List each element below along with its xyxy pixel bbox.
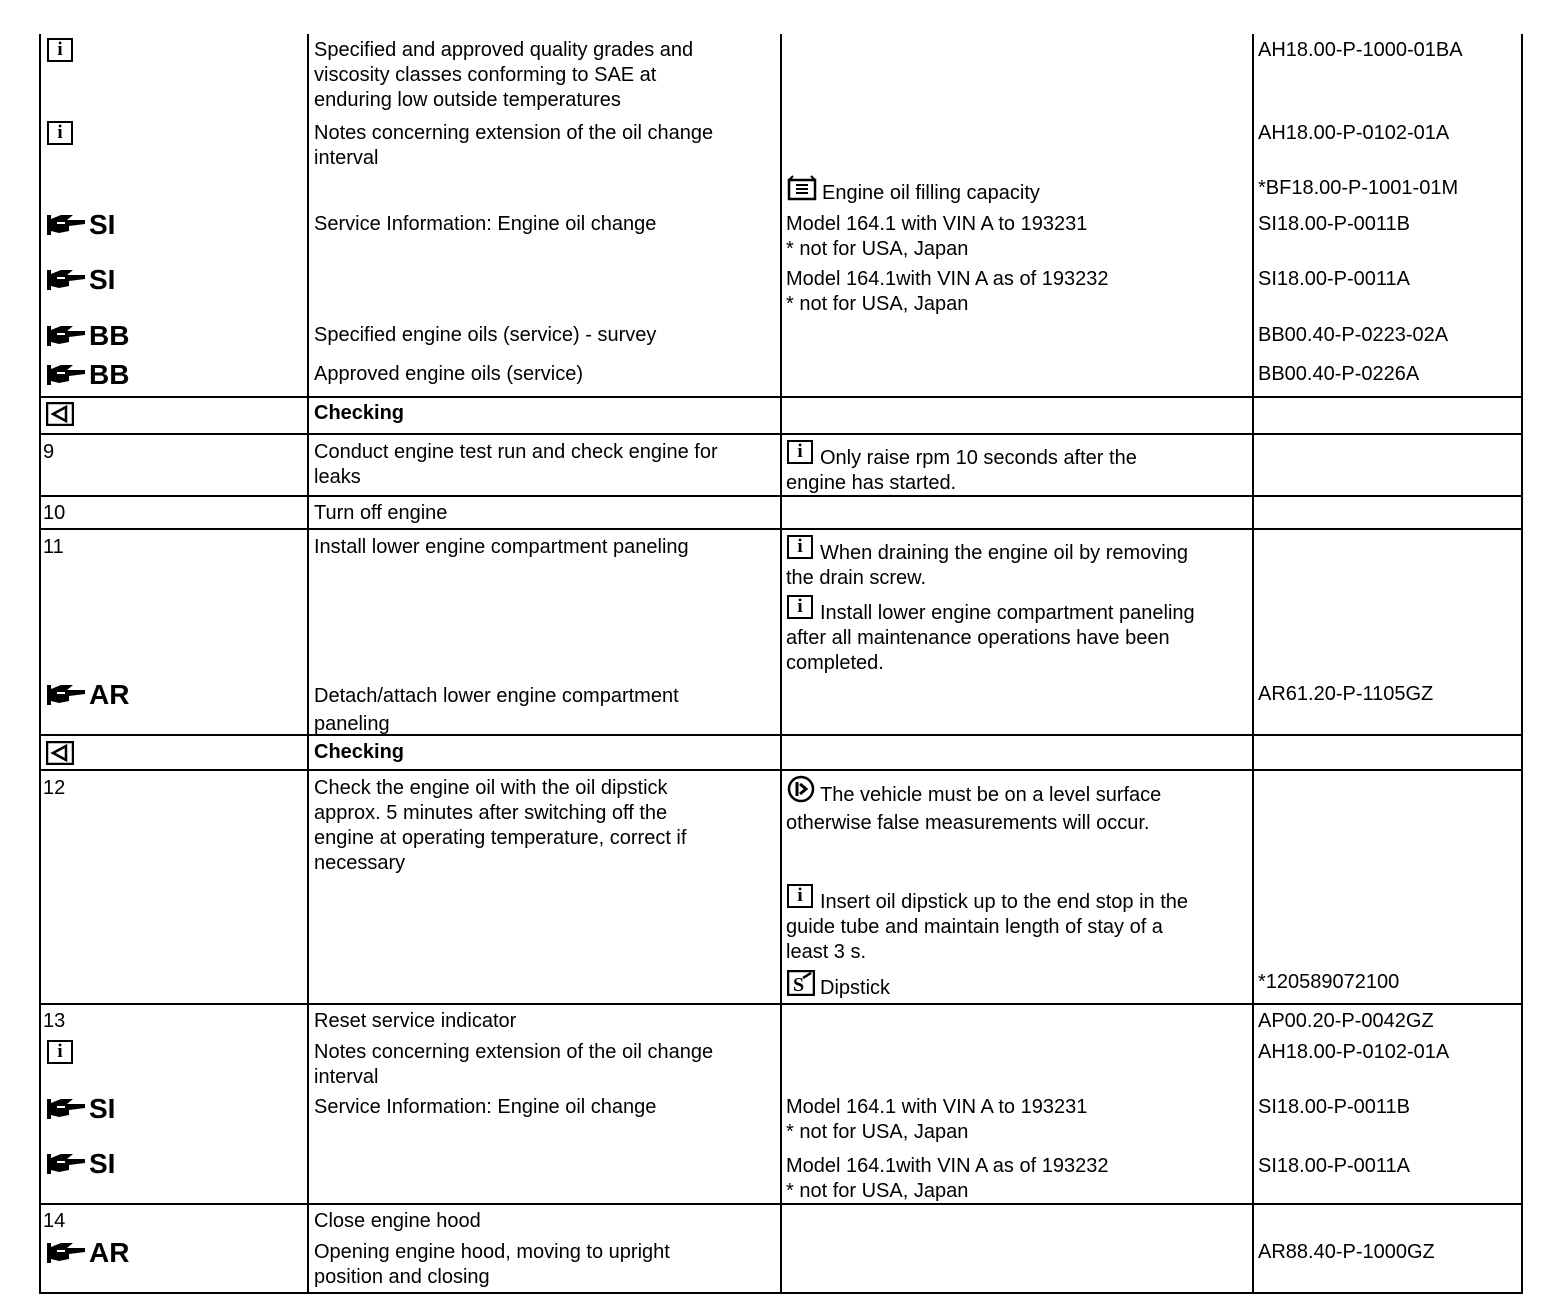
step-note: Install lower engine compartment paneling after all maintenance operations have been completed. (786, 602, 1195, 674)
step-number: 11 (43, 536, 64, 558)
section-heading: Checking (314, 402, 405, 424)
si-reference-tag[interactable]: SI (45, 1095, 115, 1123)
step-description: Close engine hood (314, 1210, 481, 1232)
si-reference-tag[interactable]: SI (45, 211, 115, 239)
step-number: 9 (43, 441, 55, 463)
info-icon: i (787, 535, 813, 559)
row-reference[interactable]: AH18.00-P-0102-01A (1258, 122, 1450, 144)
row-divider (39, 1203, 1523, 1205)
row-description: Approved engine oils (service) (314, 363, 584, 385)
row-description: Notes concerning extension of the oil change interval (314, 122, 714, 169)
info-icon: i (787, 595, 813, 619)
row-divider (39, 528, 1523, 530)
pointing-hand-icon (45, 681, 87, 709)
ar-reference-tag[interactable]: AR (45, 681, 129, 709)
oil-capacity-icon (787, 175, 817, 201)
row-description: Specified engine oils (service) - survey (314, 324, 657, 346)
row-divider (39, 396, 1523, 398)
step-note: When draining the engine oil by removing the drain screw. (786, 542, 1188, 589)
row-reference[interactable]: AH18.00-P-1000-01BA (1258, 39, 1463, 61)
table-border-left (39, 34, 41, 1294)
row-reference[interactable]: *BF18.00-P-1001-01M (1258, 177, 1459, 199)
row-reference[interactable]: BB00.40-P-0226A (1258, 363, 1420, 385)
si-reference-tag[interactable]: SI (45, 1150, 115, 1178)
row-description: Specified and approved quality grades and viscosity classes conforming to SAE at enduring low outside temperatures (314, 39, 694, 111)
row-divider (39, 734, 1523, 736)
bb-reference-tag[interactable]: BB (45, 322, 129, 350)
si-reference-tag[interactable]: SI (45, 266, 115, 294)
step-reference[interactable]: AP00.20-P-0042GZ (1258, 1010, 1434, 1032)
pointing-hand-icon (45, 361, 87, 389)
row-divider (39, 495, 1523, 497)
pointing-hand-icon (45, 1239, 87, 1267)
row-note: Model 164.1with VIN A as of 193232 * not for USA, Japan (786, 268, 1109, 315)
step-reference[interactable]: SI18.00-P-0011A (1258, 1155, 1410, 1177)
step-description: Notes concerning extension of the oil change interval (314, 1041, 714, 1088)
info-icon: i (787, 884, 813, 908)
tool-name: Dipstick (820, 977, 891, 999)
info-icon: i (47, 1040, 73, 1064)
step-number: 13 (43, 1010, 66, 1032)
tool-icon (787, 970, 815, 996)
step-reference[interactable]: AR61.20-P-1105GZ (1258, 683, 1434, 705)
step-number: 14 (43, 1210, 66, 1232)
column-divider-2 (780, 34, 782, 1294)
step-description: Opening engine hood, moving to upright position and closing (314, 1241, 670, 1288)
pointing-hand-icon (45, 322, 87, 350)
ar-reference-tag[interactable]: AR (45, 1239, 129, 1267)
section-heading: Checking (314, 741, 405, 763)
pointing-hand-icon (45, 1095, 87, 1123)
table-border-right (1521, 34, 1523, 1294)
step-description: Conduct engine test run and check engine for leaks (314, 441, 718, 488)
step-note: The vehicle must be on a level surface otherwise false measurements will occur. (786, 784, 1162, 834)
step-description: Check the engine oil with the oil dipstick approx. 5 minutes after switching off the engine at operating temperature, correct if necessary (314, 777, 687, 874)
step-note: Model 164.1with VIN A as of 193232 * not for USA, Japan (786, 1155, 1109, 1202)
step-note: Only raise rpm 10 seconds after the engine has started. (786, 447, 1137, 494)
tool-reference[interactable]: *120589072100 (1258, 971, 1400, 993)
step-number: 10 (43, 502, 66, 524)
bb-reference-tag[interactable]: BB (45, 361, 129, 389)
row-reference[interactable]: BB00.40-P-0223-02A (1258, 324, 1449, 346)
info-icon: i (47, 121, 73, 145)
step-note: Insert oil dipstick up to the end stop in the guide tube and maintain length of stay of a least 3 s. (786, 891, 1188, 963)
column-divider-1 (307, 34, 309, 1294)
row-description: Service Information: Engine oil change (314, 213, 657, 235)
step-note: Model 164.1 with VIN A to 193231 * not for USA, Japan (786, 1096, 1088, 1143)
step-description: Service Information: Engine oil change (314, 1096, 657, 1118)
checking-icon (46, 741, 74, 765)
info-icon: i (787, 440, 813, 464)
step-reference[interactable]: AR88.40-P-1000GZ (1258, 1241, 1435, 1263)
step-reference[interactable]: AH18.00-P-0102-01A (1258, 1041, 1450, 1063)
column-divider-3 (1252, 34, 1254, 1294)
row-reference[interactable]: SI18.00-P-0011A (1258, 268, 1410, 290)
pointing-hand-icon (45, 211, 87, 239)
svg-text:S: S (793, 974, 805, 996)
row-reference[interactable]: SI18.00-P-0011B (1258, 213, 1410, 235)
step-description: Detach/attach lower engine compartment paneling (314, 685, 679, 735)
row-note: Engine oil filling capacity (822, 182, 1040, 204)
row-divider (39, 433, 1523, 435)
step-reference[interactable]: SI18.00-P-0011B (1258, 1096, 1410, 1118)
step-description: Install lower engine compartment paneling (314, 536, 689, 558)
row-divider (39, 769, 1523, 771)
step-number: 12 (43, 777, 66, 799)
row-note: Model 164.1 with VIN A to 193231 * not for USA, Japan (786, 213, 1088, 260)
step-description: Turn off engine (314, 502, 448, 524)
step-description: Reset service indicator (314, 1010, 517, 1032)
row-divider (39, 1003, 1523, 1005)
pointing-hand-icon (45, 1150, 87, 1178)
table-border-bottom (39, 1292, 1523, 1294)
pointing-hand-icon (45, 266, 87, 294)
checking-icon (46, 402, 74, 426)
info-icon: i (47, 38, 73, 62)
